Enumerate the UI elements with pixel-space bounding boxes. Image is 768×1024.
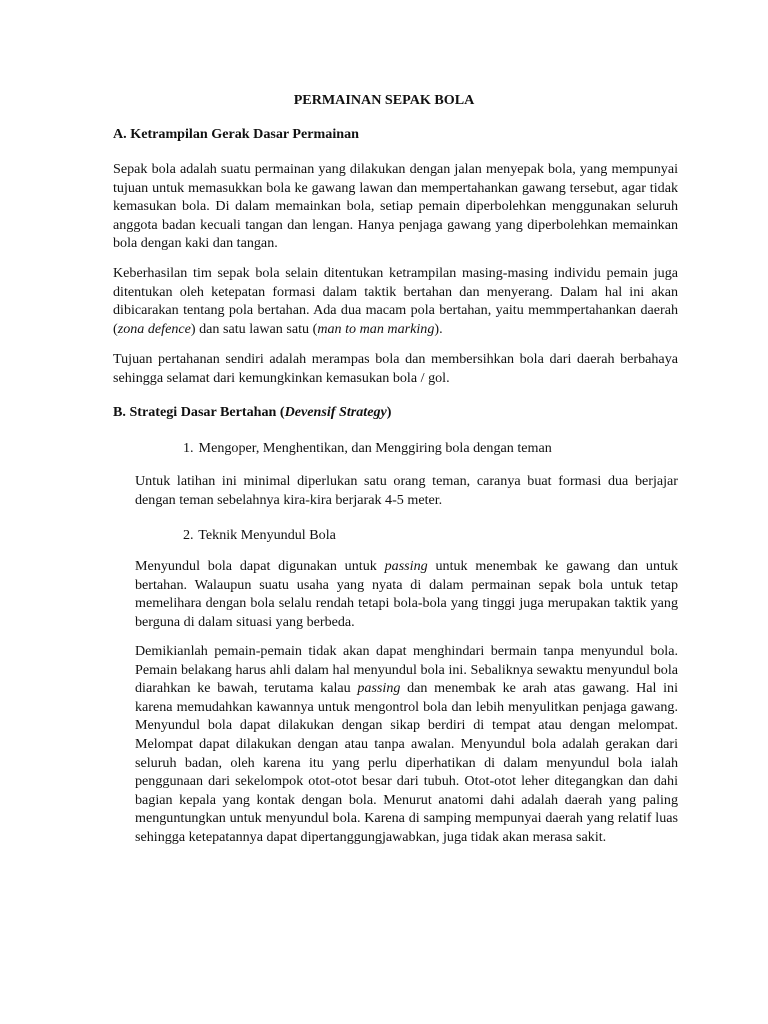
list-item-1 [183, 439, 552, 458]
section-a-paragraph-1: Sepak bola adalah suatu permainan yang dilakukan dengan jalan menyepak bola, yang mempunyai tujuan untuk memasukkan bola ke gawang lawan dan mempertahankan gawang tersebut, agar tidak kemasukan bola. Di dalam memainkan bola, setiap pemain diperbolehkan menggunakan seluruh anggota badan kecuali tangan dan lengan. Hanya penjaga gawang yang diperbolehkan memainkan bola dengan kaki dan tangan. [113, 161, 678, 252]
italic-term-passing: passing [357, 680, 401, 697]
italic-term-devensif-strategy: Devensif Strategy [284, 404, 387, 420]
list-number: 1. [183, 440, 194, 456]
list-label: Teknik Menyundul Bola [198, 527, 336, 543]
document-title: PERMAINAN SEPAK BOLA [293, 92, 475, 108]
paragraph-text: Menyundul bola dapat digunakan untuk [135, 558, 385, 574]
heading-text: ) [386, 404, 392, 420]
paragraph-text: Demikianlah pemain-pemain tidak akan dapat menghindari bermain tanpa menyundul bola. Pemain belakang harus ahli dalam hal menyundul bola ini. Sebaliknya sewaktu menyundul bola diarahkan ke bawah, terutama kalau [135, 643, 678, 697]
paragraph-text: dan menembak ke arah atas gawang. Hal ini karena memudahkan kawannya untuk mengontrol bola dan lebih menyulitkan penjaga gawang. Menyundul bola dapat dilakukan dengan sikap berdiri di tempat atau dengan melompat. Melompat dapat dilakukan dengan atau tanpa awalan. Menyundul bola adalah gerakan dari seluruh badan, oleh karena itu yang perlu diperhatikan di dalam menyundul bola ialah penggunaan dari sekelompok otot-otot besar dari tubuh. Otot-otot leher ditegangkan dan dahi bagian kepala yang kontak dengan bola. Menurut anatomi dahi adalah daerah yang paling menguntungkan untuk menyundul bola. Karena di samping mempunyai daerah yang relatif luas sehingga ketepatannya dapat dipertanggungjawabkan, juga tidak akan merasa sakit. [135, 680, 678, 845]
section-a-paragraph-2 [113, 264, 678, 338]
paragraph-text: ) dan satu lawan satu ( [190, 320, 318, 337]
section-a-paragraph-3: Tujuan pertahanan sendiri adalah merampas bola dan membersihkan bola dari daerah berbahaya sehingga selamat dari kemungkinkan kemasukan bola / gol. [113, 351, 678, 386]
italic-term-passing: passing [384, 558, 428, 574]
section-a-heading: A. Ketrampilan Gerak Dasar Permainan [113, 126, 359, 142]
paragraph-text: untuk menembak ke gawang dan untuk bertahan. Walaupun suatu usaha yang nyata di dalam permainan sepak bola untuk tetap memelihara dengan bola selalu rendah tetapi bola-bola yang tinggi juga merupakan taktik yang berguna di dalam situasi yang berbeda. [135, 558, 678, 630]
list-item-1-paragraph: Untuk latihan ini minimal diperlukan satu orang teman, caranya buat formasi dua berjajar dengan teman sebelahnya kira-kira berjarak 4-5 meter. [135, 473, 678, 508]
list-item-2-paragraph-2 [135, 642, 678, 847]
italic-term-zona-defence: zona defence [117, 320, 191, 337]
list-item-2 [183, 526, 336, 545]
heading-text: B. Strategi Dasar Bertahan ( [113, 404, 285, 420]
paragraph-text: Keberhasilan tim sepak bola selain ditentukan ketrampilan masing-masing individu pemain juga ditentukan oleh ketepatan formasi dalam taktik bertahan dan menyerang. Dalam hal ini akan dibicarakan tentang pola bertahan. Ada dua macam pola bertahan, yaitu memmpertahankan daerah ( [113, 265, 678, 337]
paragraph-text: ). [434, 320, 443, 337]
list-item-2-paragraph-1 [135, 557, 678, 631]
list-label: Mengoper, Menghentikan, dan Menggiring bola dengan teman [198, 440, 552, 456]
italic-term-man-marking: man to man marking [317, 320, 435, 337]
section-b-heading [113, 403, 391, 422]
list-number: 2. [183, 527, 194, 543]
